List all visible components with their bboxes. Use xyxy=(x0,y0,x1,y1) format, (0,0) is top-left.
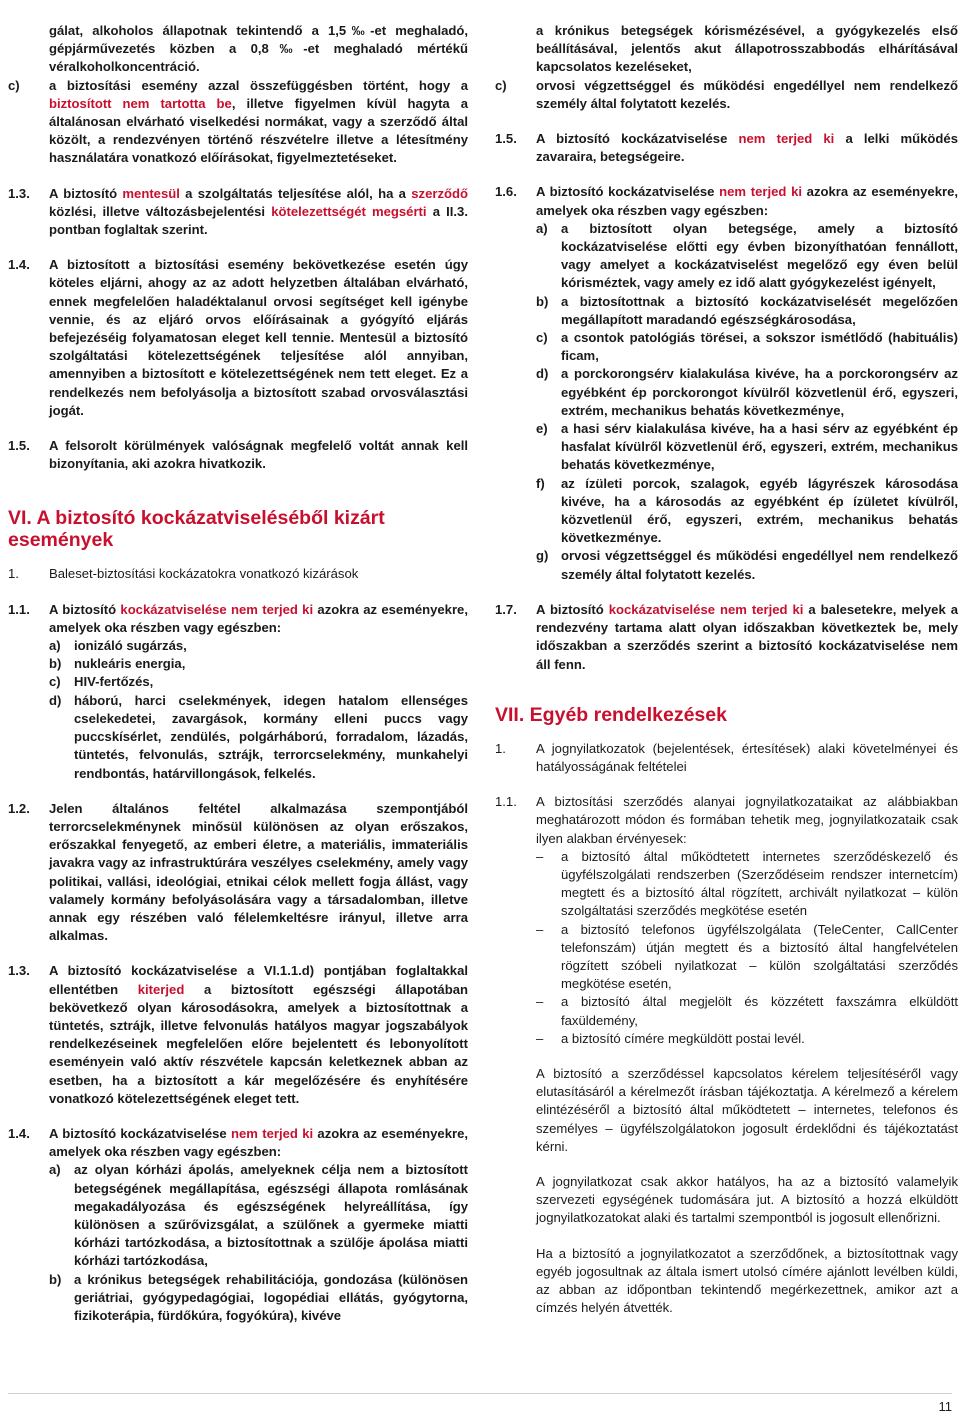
section-vii-1-1: 1.1. A biztosítási szerződés alanyai jognyilatkozataikat az alábbiakban meghatározott módon és formában tehetik meg, jognyilatkozataik csak ilyen alakban érvényesek: – a biztosító által működtetett internetes szerződéskezelő és ügyfélszolgálati rendszerben (Szerződéseim rendszer internetcím) megtett és a biztosító által rögzített, archivált nyilatkozat – külön szolgáltatási szerződés megkötése esetén – a biztosító telefonos ügyfélszolgálata (TeleCenter, CallCenter telefonszám) útján megtett és a biztosító által hangfelvételen rögzített szóbeli nyilatkozat – külön szolgáltatási szerződés megkötése esetén, – a biztosító által megjelölt és közzétett faxszámra elküldött faxüldemény, – a biztosító címére megküldött postai levél. A biztosító a szerződéssel kapcsolatos kérelem teljesítéséről vagy elutasításáról a kérelmezőt írásban tájékoztatja. A kérelmező a kérelem elintézéséről a biztosító által működtetett – internetes, telefonos és személyes – ügyfélszolgálatokon jogosult érdeklődni és tájékoztatást kérni. A jognyilatkozat csak akkor hatályos, ha az a biztosító valamelyik szervezeti egységének tudomására jut. A biztosító a hozzá elküldött jognyilatkozatokat alaki és tartalmi szempontból is jogosult ellenőrizni. Ha a biztosító a jognyilatkozatot a szerződőnek, a biztosítottnak vagy egyéb jogosultnak az általa ismert utolsó címére ajánlott levélben küldi, az abban az időpontban tekintendő megérkezettnek, amikor azt a címzés helyén átvették. xyxy=(495,793,958,1317)
paragraph: A jognyilatkozat csak akkor hatályos, ha az a biztosító valamelyik szervezeti egységének tudomására jut. A biztosító a hozzá elküldött jognyilatkozatokat alaki és tartalmi szempontból is jogosult ellenőrizni. xyxy=(536,1173,958,1226)
continued-item-c: c) orvosi végzettséggel és működési engedéllyel nem rendelkező személy által folytatott kezelés. xyxy=(495,77,958,111)
section-1-4: 1.4. A biztosított a biztosítási esemény bekövetkezése esetén úgy köteles eljárni, ahogy az az adott helyzetben általában elvárható, ennek megfelelően haladéktalanul orvosi segítséget kell igénybe vennie, és az eljáró orvos előírásainak a gyógyító eljárás befejezéséig folyamatosan eleget kell tennie. Mentesül a biztosító szolgáltatási kötelezettségének teljesítése alól annyiban, amennyiben a biztosított e kötelezettségének nem tett eleget. Ez a rendelkezés nem befolyásolja a biztosított szabad orvosválasztási jogát. xyxy=(8,257,468,418)
footer-divider xyxy=(8,1393,952,1394)
list-item: c) HIV-fertőzés, xyxy=(49,674,154,690)
continued-paragraph: gálat, alkoholos állapotnak tekintendő a 1,5‰-et meghaladó, gépjárművezetés közben a 0,8‰-et meghaladó mértékű véralkoholkoncentráció. xyxy=(49,23,468,75)
list-item: e) a hasi sérv kialakulása kivéve, ha a hasi sérv az egyébként ép hasfalat kívülről közvetlenül érő, egyszeri, extrém, mechanikus behatás következménye, xyxy=(536,421,958,473)
list-item: – a biztosító által megjelölt és közzétett faxszámra elküldött faxüldemény, xyxy=(536,994,958,1028)
list-item: g) orvosi végzettséggel és működési engedéllyel nem rendelkező személy által folytatott kezelés. xyxy=(536,548,958,582)
list-item: a) a biztosított olyan betegsége, amely a biztosító kockázatviselése előtti egy évben bizonyíthatóan fennállott, vagy amelyet a kockázatviselést megelőző egy éven belül kórisméztek, vagy amely ez idő alatt gyógykezelést igényelt, xyxy=(536,220,958,291)
right-column xyxy=(495,22,958,1317)
list-item: b) a krónikus betegségek rehabilitációja, gondozása (különösen geriátriai, gyógypedagógiai, logopédiai ellátás, gyógytorna, fizikoterápia, fürdőkúra, fogyókúra), kivéve xyxy=(49,1271,468,1323)
list-item: b) nukleáris energia, xyxy=(49,656,186,672)
subsection-1: 1. A jognyilatkozatok (bejelentések, értesítések) alaki követelményei és hatályosságának feltételei xyxy=(495,740,958,774)
continued-item-c: c) a biztosítási esemény azzal összefüggésben történt, hogy a biztosított nem tartotta be, illetve figyelmen kívül hagyta a általánosan elvárható viselkedési normákat, vagy a szerződő által közölt, a rendezvényen történő részvételre illetve a létesítmény használatára vonatkozó előírásokat, figyelmeztetéseket. xyxy=(8,77,468,166)
list-item: b) a biztosítottnak a biztosító kockázatviselését megelőzően megállapított maradandó egészségkárosodása, xyxy=(536,293,958,327)
heading-vii: VII. Egyéb rendelkezések xyxy=(495,703,727,726)
list-item: f) az ízületi porcok, szalagok, egyéb lágyrészek károsodása kivéve, ha a károsodás az egyébként ép ízületet kívülről, közvetlenül érő, egyszeri, extrém, mechanikus behatás következménye. xyxy=(536,475,958,546)
list-item: a) az olyan kórházi ápolás, amelyeknek célja nem a biztosított betegségének megállapítása, egészségi állapota romlásának megakadályozása és egészségének helyreállítása, így különösen a szűrővizsgálat, a szülőnek a gyermeke miatti kórházi tartózkodása, a biztosítottnak a szülője ápolása miatti kórházi tartózkodása, xyxy=(49,1162,468,1269)
continued-item-b: a krónikus betegségek kórismézésével, a gyógykezelés első beállításával, jelentős akut állapotrosszabbodás elhárításával kapcsolatos kezeléseket, xyxy=(536,23,958,75)
section-vi-1-1: 1.1. A biztosító kockázatviselése nem terjed ki azokra az eseményekre, amelyek oka részben vagy egészben: a) ionizáló sugárzás, b) nukleáris energia, c) HIV-fertőzés, d) háború, harci cselekmények, idegen hatalom ellenséges cselekedetei, zavargások, kormány elleni puccs vagy puccskísérlet, zendülés, polgárháború, forradalom, lázadás, tüntetés, felvonulás, sztrájk, terrorcselekmény, munkahelyi rendbontás, határvillongások, felkelés. xyxy=(8,601,468,783)
section-vi-1-3: 1.3. A biztosító kockázatviselése a VI.1.1.d) pontjában foglaltakkal ellentétben kiterjed a biztosított egészségi állapotában bekövetkező olyan károsodásokra, amelyek a biztosítottnak a tüntetés, sztrájk, illetve felvonulás hatályos magyar jogszabályok rendelkezéseinek megfelelően előre bejelentett és lebonyolított eseményein való aktív részvétele kapcsán keletkeznek abban az esetben, ha a biztosított a kár megelőzésére és enyhítésére vonatkozó kötelezettségének eleget tett. xyxy=(8,963,468,1106)
section-1-6: 1.6. A biztosító kockázatviselése nem terjed ki azokra az eseményekre, amelyek oka részben vagy egészben: a) a biztosított olyan betegsége, amely a biztosító kockázatviselése előtti egy évben bizonyíthatóan fennállott, vagy amelyet a kockázatviselést megelőző egy éven belül kórisméztek, vagy amely ez idő alatt gyógykezelést igényelt, b) a biztosítottnak a biztosító kockázatviselését megelőzően megállapított maradandó egészségkárosodása, c) a csontok patológiás törései, a sokszor ismétlődő (habituális) ficam, d) a porckorongsérv kialakulása kivéve, ha a porckorongsérv az egyébként ép porckorongot kívülről közvetlenül érő, egyszeri, extrém, mechanikus behatás következménye, e) a hasi sérv kialakulása kivéve, ha a hasi sérv az egyébként ép hasfalat kívülről közvetlenül érő, egyszeri, extrém, mechanikus behatás következménye, f) az ízületi porcok, szalagok, egyéb lágyrészek károsodása kivéve, ha a károsodás az egyébként ép ízületet kívülről, közvetlenül érő, egyszeri, extrém, mechanikus behatás következménye. g) orvosi végzettséggel és működési engedéllyel nem rendelkező személy által folytatott kezelés. xyxy=(495,183,958,583)
page-number: 11 xyxy=(938,1399,952,1414)
section-vi-1-2: 1.2. Jelen általános feltétel alkalmazása szempontjából terrorcselekménynek minősül különösen az olyan erőszakos, erőszakkal fenyegető, az emberi életre, a materiális, immateriális javakra vagy az infrastruktúrára veszélyes cselekmény, amely vagy politikai, vallási, ideológiai, etnikai célok mellett fogja állást, vagy valamely kormány befolyásolására vagy a társadalomban, illetve annak egy részében való félelemkeltésre irányul, illetve arra alkalmas. xyxy=(8,800,468,944)
list-item: d) a porckorongsérv kialakulása kivéve, ha a porckorongsérv az egyébként ép porckorongot kívülről közvetlenül érő, egyszeri, extrém, mechanikus behatás következménye, xyxy=(536,366,958,418)
list-item: d) háború, harci cselekmények, idegen hatalom ellenséges cselekedetei, zavargások, kormány elleni puccs vagy puccskísérlet, zendülés, polgárháború, forradalom, lázadás, tüntetés, felvonulás, sztrájk, terrorcselekmény, munkahelyi rendbontás, határvillongások, felkelés. xyxy=(49,692,468,781)
section-vi-1-4: 1.4. A biztosító kockázatviselése nem terjed ki azokra az eseményekre, amelyek oka részben vagy egészben: a) az olyan kórházi ápolás, amelyeknek célja nem a biztosított betegségének megállapítása, egészségi állapota romlásának megakadályozása és egészségének helyreállítása, így különösen a szűrővizsgálat, a szülőnek a gyermeke miatti kórházi tartózkodása, a biztosítottnak a szülője ápolása miatti kórházi tartózkodása, b) a krónikus betegségek rehabilitációja, gondozása (különösen geriátriai, gyógypedagógiai, logopédiai ellátás, gyógytorna, fizikoterápia, fürdőkúra, fogyókúra), kivéve xyxy=(8,1125,468,1325)
paragraph: A biztosító a szerződéssel kapcsolatos kérelem teljesítéséről vagy elutasításáról a kérelmezőt írásban tájékoztatja. A kérelmező a kérelem elintézéséről a biztosító által működtetett – internetes, telefonos és személyes – ügyfélszolgálatokon jogosult érdeklődni és tájékoztatást kérni. xyxy=(536,1065,958,1154)
section-1-5: 1.5. A felsorolt körülmények valóságnak megfelelő voltát annak kell bizonyítania, aki azokra hivatkozik. xyxy=(8,438,468,472)
paragraph: Ha a biztosító a jognyilatkozatot a szerződőnek, a biztosítottnak vagy egyéb jogosultnak az általa ismert utolsó címére ajánlott levélben küldi, az abban az időpontban tekintendő megérkezettnek, amikor azt a címzés helyén átvették. xyxy=(536,1245,958,1316)
section-1-7: 1.7. A biztosító kockázatviselése nem terjed ki a balesetekre, melyek a rendezvény tartama alatt olyan időszakban következtek be, mely időszakban a szerződés szerint a biztosító kockázatviselése nem áll fenn. xyxy=(495,601,958,672)
heading-vi: VI. A biztosító kockázatviseléséből kizárt események xyxy=(8,507,385,552)
list-item: a) ionizáló sugárzás, xyxy=(49,638,187,654)
subsection-1: 1. Baleset-biztosítási kockázatokra vonatkozó kizárások xyxy=(8,566,359,582)
list-item: – a biztosító által működtetett internetes szerződéskezelő és ügyfélszolgálati rendszerben (Szerződéseim rendszer internetcím) megtett és a biztosító által rögzített, archivált nyilatkozat – külön szolgáltatási szerződés megkötése esetén xyxy=(536,848,958,919)
list-item: c) a csontok patológiás törései, a sokszor ismétlődő (habituális) ficam, xyxy=(536,330,958,364)
left-column xyxy=(8,22,468,1325)
section-1-5: 1.5. A biztosító kockázatviselése nem terjed ki a lelki működés zavaraira, betegségeire. xyxy=(495,131,958,165)
list-item: – a biztosító telefonos ügyfélszolgálata (TeleCenter, CallCenter telefonszám) útján megtett és a biztosító által hangfelvételen rögzített szóbeli nyilatkozat – külön szolgáltatási szerződés megkötése esetén, xyxy=(536,921,958,992)
section-1-3: 1.3. A biztosító mentesül a szolgáltatás teljesítése alól, ha a szerződő közlési, illetve változásbejelentési kötelezettségét megsérti a II.3. pontban foglaltak szerint. xyxy=(8,185,468,238)
list-item: – a biztosító címére megküldött postai levél. xyxy=(536,1030,805,1046)
